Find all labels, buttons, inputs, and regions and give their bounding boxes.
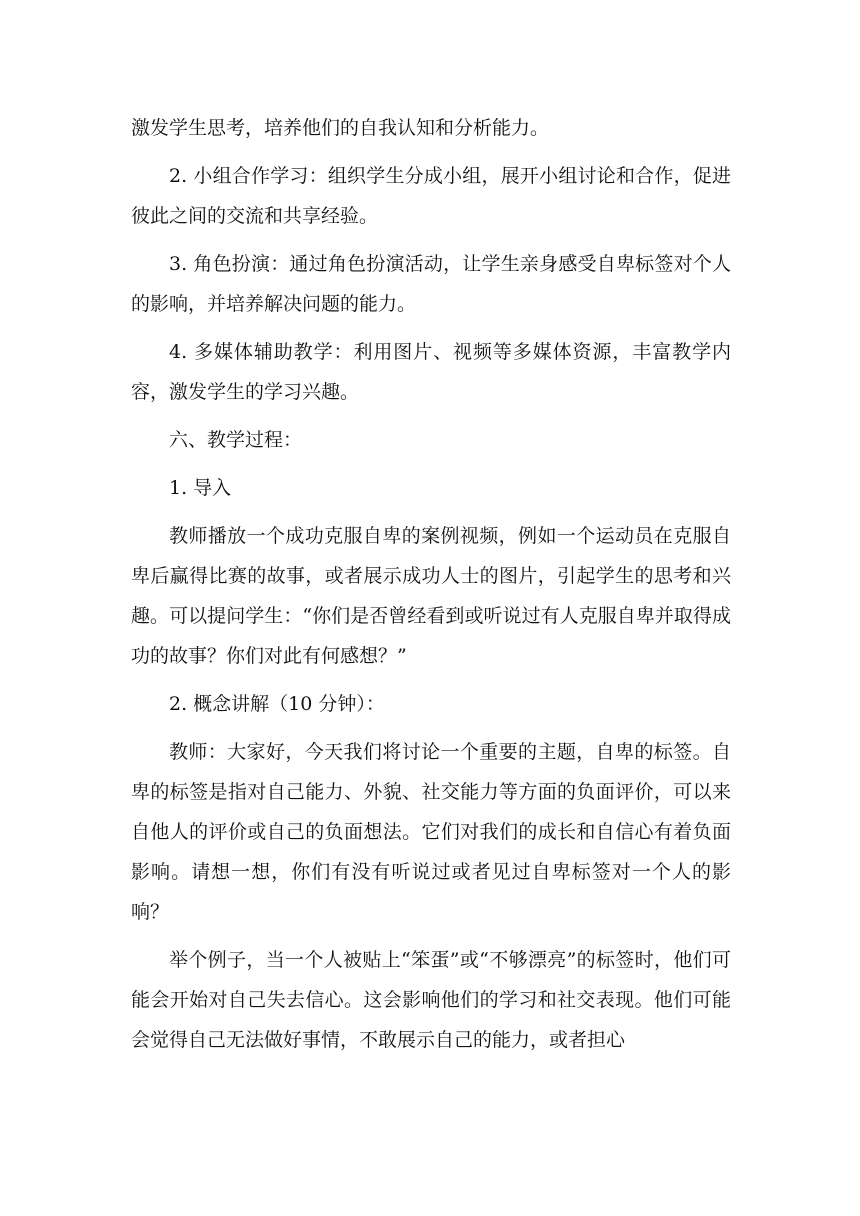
paragraph-method-2: 2. 小组合作学习：组织学生分成小组，展开小组讨论和合作，促进彼此之间的交流和共享经验。 — [131, 165, 731, 227]
paragraph-teacher-speech: 教师：大家好，今天我们将讨论一个重要的主题，自卑的标签。自卑的标签是指对自己能力、外貌、社交能力等方面的负面评价，可以来自他人的评价或自己的负面想法。它们对我们的成长和自信心有着负面影响。请想一想，你们有没有听说过或者见过自卑标签对一个人的影响？ — [131, 741, 731, 923]
paragraph-introduction: 教师播放一个成功克服自卑的案例视频，例如一个运动员在克服自卑后赢得比赛的故事，或者展示成功人士的图片，引起学生的思考和兴趣。可以提问学生：“你们是否曾经看到或听说过有人克服自卑并取得成功的故事？你们对此有何感想？” — [131, 525, 731, 667]
paragraph-method-4: 4. 多媒体辅助教学：利用图片、视频等多媒体资源，丰富教学内容，激发学生的学习兴趣。 — [131, 341, 731, 403]
paragraph-continuation: 激发学生思考，培养他们的自我认知和分析能力。 — [131, 117, 550, 139]
subheading-introduction: 1. 导入 — [169, 477, 232, 499]
section-heading-teaching-process: 六、教学过程： — [169, 429, 303, 451]
document-body — [131, 108, 731, 1068]
paragraph-example: 举个例子，当一个人被贴上“笨蛋”或“不够漂亮”的标签时，他们可能会开始对自己失去信心。这会影响他们的学习和社交表现。他们可能会觉得自己无法做好事情，不敢展示自己的能力，或者担心 — [131, 949, 731, 1051]
subheading-concept-explanation: 2. 概念讲解（10 分钟）： — [169, 693, 385, 715]
paragraph-method-3: 3. 角色扮演：通过角色扮演活动，让学生亲身感受自卑标签对个人的影响，并培养解决问题的能力。 — [131, 253, 731, 315]
